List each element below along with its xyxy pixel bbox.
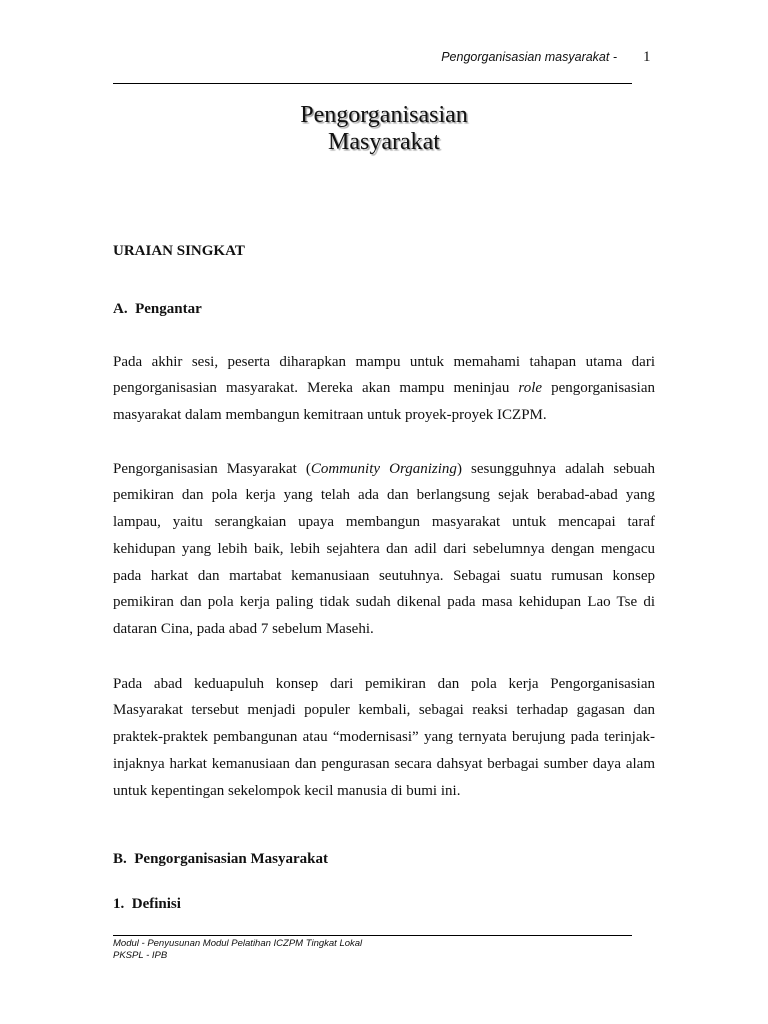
text-run: pengorganisasian masyarakat. Mereka akan mampu meninjau bbox=[113, 380, 519, 397]
paragraph-line: lampau, yaitu serangkaian upaya membangun masyarakat untuk mencapai taraf bbox=[113, 514, 655, 531]
paragraph-line: praktek-praktek pembangunan atau “modernisasi” yang ternyata berujung pada terinjak- bbox=[113, 729, 655, 746]
document-title bbox=[0, 102, 768, 156]
paragraph-line: pada harkat dan martabat kemanusiaan seutuhnya. Sebagai suatu rumusan konsep bbox=[113, 567, 655, 584]
section-label: URAIAN SINGKAT bbox=[113, 243, 245, 259]
italic-term: role bbox=[518, 380, 543, 397]
paragraph-line bbox=[113, 375, 655, 402]
footer-line-2: PKSPL - IPB bbox=[113, 950, 168, 961]
paragraph-line: injaknya harkat kemanusiaan dan pengurasan secara dahsyat berbagai sumber daya alam bbox=[113, 755, 655, 772]
paragraph-line: Pada akhir sesi, peserta diharapkan mampu untuk memahami tahapan utama dari bbox=[113, 353, 655, 370]
paragraph-line: pemikiran dan pola kerja yang telah ada dan berlangsung sejak berabad-abad yang bbox=[113, 487, 655, 504]
footer-line-1: Modul - Penyusunan Modul Pelatihan ICZPM Tingkat Lokal bbox=[113, 938, 363, 949]
text-run: ) sesungguhnya adalah sebuah bbox=[456, 460, 656, 477]
footer-rule bbox=[113, 935, 632, 936]
paragraph bbox=[113, 349, 655, 429]
page-number: 1 bbox=[643, 49, 651, 65]
paragraph-line: dataran Cina, pada abad 7 sebelum Masehi. bbox=[113, 621, 374, 638]
title-line-2: Masyarakat bbox=[328, 129, 440, 155]
paragraph-line bbox=[113, 456, 655, 483]
page-footer bbox=[113, 938, 362, 962]
running-header-title: Pengorganisasian masyarakat - bbox=[441, 50, 617, 64]
paragraph-line: masyarakat dalam membangun kemitraan untuk proyek-proyek ICZPM. bbox=[113, 407, 547, 424]
paragraph-line: pemikiran dan pola kerja paling tidak sudah dikenal pada masa kehidupan Lao Tse di bbox=[113, 594, 655, 611]
paragraph-line: untuk kepentingan sekelompok kecil manusia di bumi ini. bbox=[113, 782, 461, 799]
header-rule bbox=[113, 83, 632, 84]
section-b-heading: B. Pengorganisasian Masyarakat bbox=[113, 851, 329, 867]
paragraph bbox=[113, 671, 655, 805]
text-run: pengorganisasian bbox=[542, 380, 655, 397]
paragraph-line: Masyarakat tersebut menjadi populer kembali, sebagai reaksi terhadap gagasan dan bbox=[113, 702, 655, 719]
italic-term: Community Organizing bbox=[310, 460, 457, 477]
text-run: Pengorganisasian Masyarakat ( bbox=[113, 460, 311, 477]
section-a-heading: A. Pengantar bbox=[113, 301, 202, 317]
paragraph-line: kehidupan yang lebih baik, lebih sejahtera dan adil dari sebelumnya dengan mengacu bbox=[113, 540, 655, 557]
subsection-heading: 1. Definisi bbox=[113, 896, 181, 912]
title-line-1: Pengorganisasian bbox=[300, 102, 468, 128]
paragraph-line: Pada abad keduapuluh konsep dari pemikiran dan pola kerja Pengorganisasian bbox=[113, 675, 655, 692]
paragraph bbox=[113, 456, 655, 643]
